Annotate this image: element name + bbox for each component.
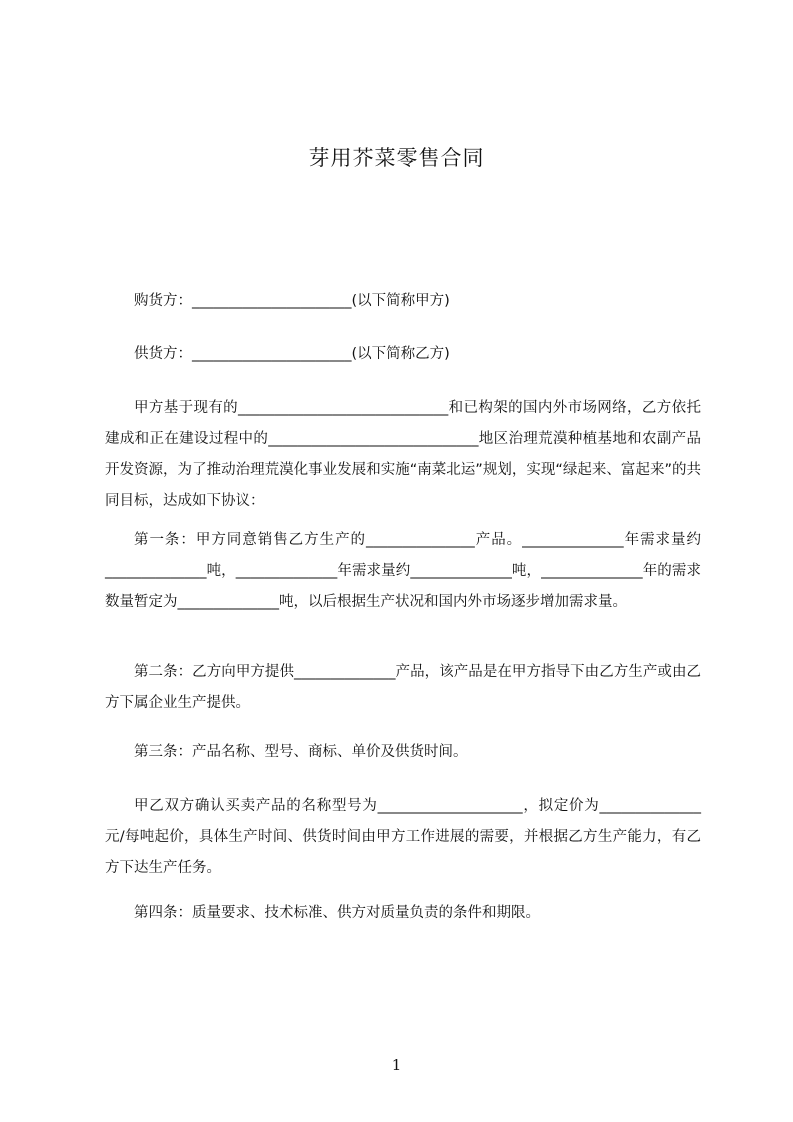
- document-title: 芽用芥菜零售合同: [308, 146, 485, 170]
- article-4-heading: 第四条：质量要求、技术标准、供方对质量负责的条件和期限。: [134, 905, 540, 921]
- preamble-paragraph: 甲方基于现有的_____________________________和已构架的国内外市场网络，乙方依托建成和正在建设过程中的_____________________________地区治理荒漠种植基地和农副产品开发资源，为了推动治理荒漠化事业发展和实施“南菜北运”规划，实现“绿起来、富起来”的共同目标，达成如下协议：: [105, 400, 701, 509]
- article-3-heading: 第三条：产品名称、型号、商标、单价及供货时间。: [134, 744, 468, 760]
- page-number: 1: [391, 1056, 402, 1074]
- article-2-paragraph: 第二条：乙方向甲方提供______________产品，该产品是在甲方指导下由乙方生产或由乙方下属企业生产提供。: [105, 664, 701, 711]
- buyer-line: 购货方：______________________(以下简称甲方): [134, 293, 450, 309]
- article-1-paragraph: 第一条：甲方同意销售乙方生产的_______________产品。______________年需求量约______________吨，______________年需求量约______________吨，______________年的需求数量暂定为______________吨，以后根据生产状况和国内外市场逐步增加需求量。: [105, 532, 701, 610]
- supplier-line: 供货方：______________________(以下简称乙方): [134, 346, 450, 362]
- article-3-paragraph: 甲乙双方确认买卖产品的名称型号为____________________，拟定价为______________元/每吨起价，具体生产时间、供货时间由甲方工作进展的需要，并根据乙方生产能力，有乙方下达生产任务。: [105, 798, 701, 876]
